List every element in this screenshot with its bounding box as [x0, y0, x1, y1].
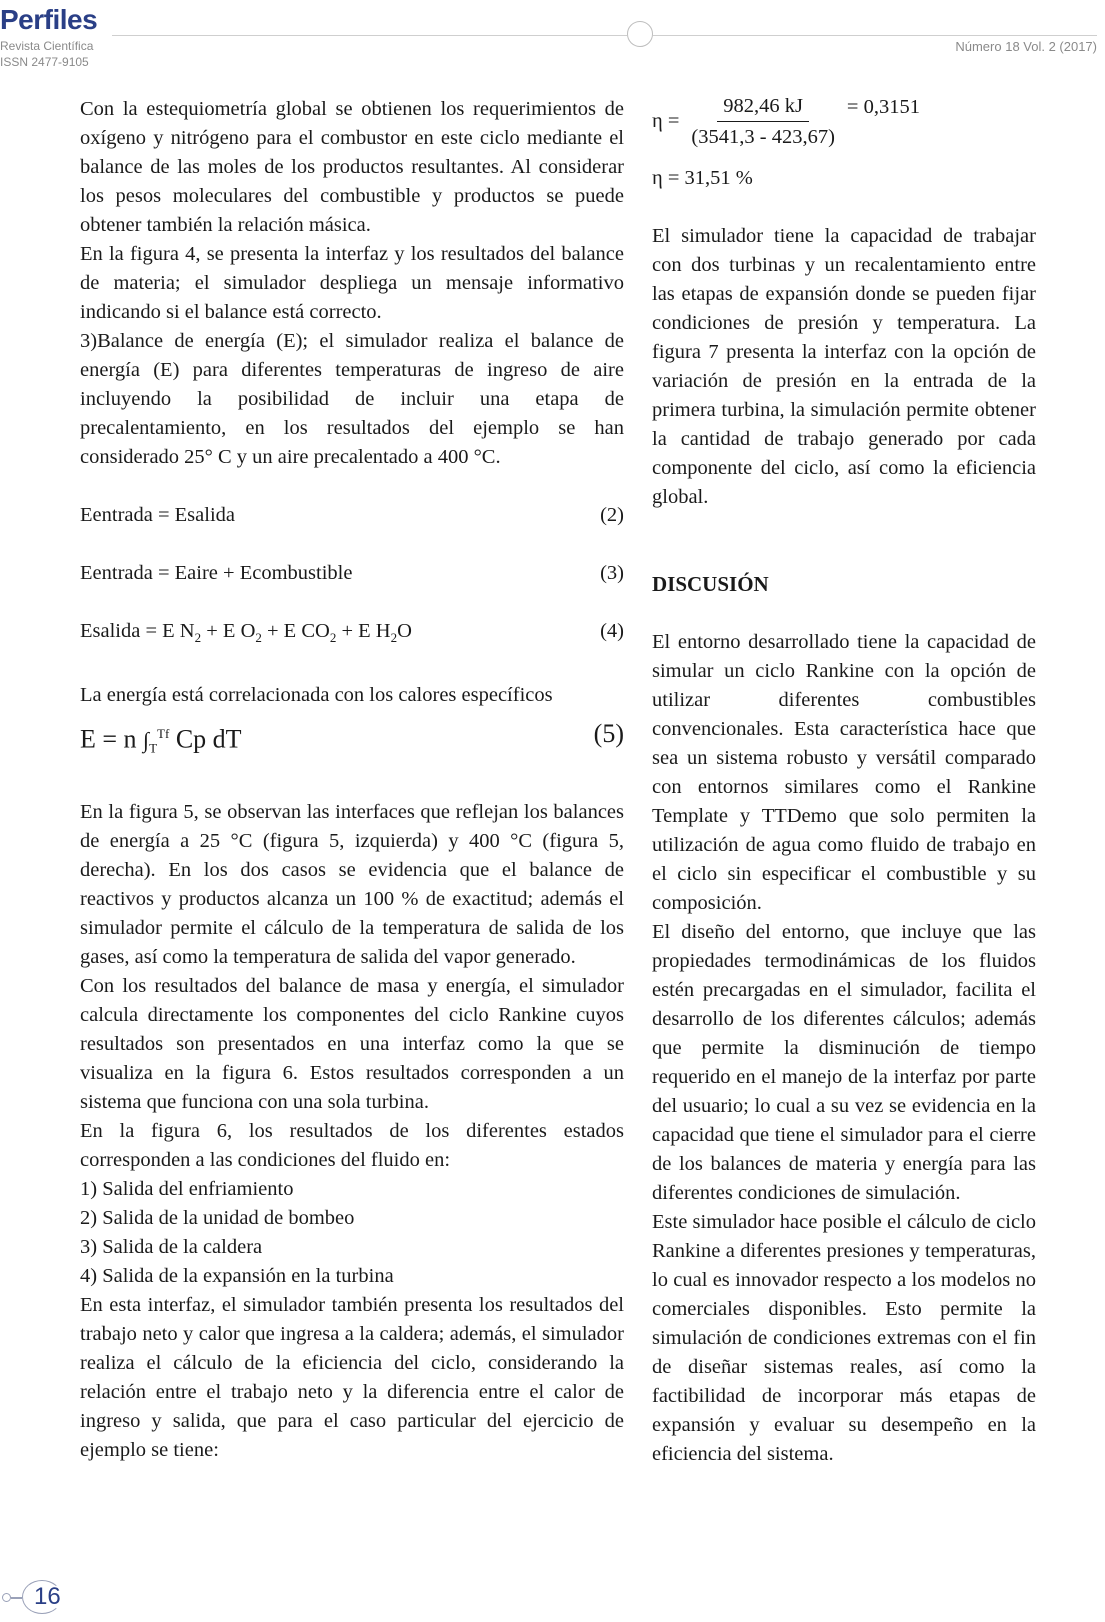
- equation-4: [80, 617, 624, 652]
- equation-text: Eentrada = Esalida: [80, 504, 235, 526]
- equation-number: (2): [600, 504, 624, 526]
- equation-3: [80, 559, 624, 588]
- list-item: 3) Salida de la caldera: [80, 1235, 263, 1258]
- journal-issn: ISSN 2477-9105: [0, 55, 89, 69]
- equation-number: (3): [600, 562, 624, 584]
- equation-number: (4): [600, 620, 624, 642]
- journal-logo: Perfiles: [0, 4, 98, 35]
- eta-symbol: η =: [652, 110, 680, 132]
- section-heading: DISCUSIÓN: [652, 572, 769, 596]
- page-number: 16: [34, 1583, 61, 1610]
- numerator: 982,46 kJ: [717, 91, 809, 122]
- issue-label: Número 18 Vol. 2 (2017): [955, 39, 1097, 54]
- paragraph: Con la estequiometría global se obtienen los requerimientos de oxígeno y nitrógeno para el combustor en este ciclo mediante el balance de las moles de los productos resultantes. Al considerar los pesos moleculares del combustible y productos se puede obtener también la relación másica.: [80, 98, 624, 236]
- header-circle-ornament: [627, 21, 653, 47]
- efficiency-percent: η = 31,51 %: [652, 167, 753, 189]
- journal-subtitle: Revista Científica: [0, 39, 94, 53]
- fraction: [685, 91, 840, 152]
- paragraph: En la figura 4, se presenta la interfaz y los resultados del balance de materia; el simulador despliega un mensaje informativo indicando si el balance está correcto.: [80, 243, 624, 323]
- paragraph: El simulador tiene la capacidad de trabajar con dos turbinas y un recalentamiento entre las etapas de expansión donde se pueden fijar condiciones de presión y temperatura. La figura 7 presenta la interfaz con la opción de variación de presión en la entrada de la primera turbina, la simulación permite obtener la cantidad de trabajo generado por cada componente del ciclo, así como la eficiencia global.: [652, 225, 1036, 508]
- equation-2: [80, 501, 624, 530]
- list-item: 1) Salida del enfriamiento: [80, 1177, 294, 1200]
- paragraph: La energía está correlacionada con los calores específicos: [80, 684, 553, 706]
- equation-text: Esalida = E $N_2 + E$ $O_2 + E$ $CO_2 + E$ $H_2O$: [80, 620, 412, 645]
- equation-5: [80, 714, 624, 769]
- left-column: [80, 95, 624, 1465]
- integral-sign: ∫: [143, 727, 150, 753]
- right-column: [652, 95, 1036, 1469]
- equation-text: E = n $\int_T^{Tf}$ Cp dT: [80, 724, 242, 756]
- paragraph: En la figura 5, se observan las interfaces que reflejan los balances de energía a 25 °C (figura 5, izquierda) y 400 °C (figura 5, derecha). En los dos casos se evidencia que el balance de reactivos y productos alcanza un 100 % de exactitud; además el simulador permite el cálculo de la temperatura de salida de los gases, así como la temperatura de salida del vapor generado.: [80, 800, 624, 968]
- denominator: (3541,3 - 423,67): [691, 126, 835, 148]
- equation-number: (5): [593, 719, 624, 748]
- paragraph: 3)Balance de energía (E); el simulador realiza el balance de energía (E) para diferentes temperaturas de ingreso de aire incluyendo la posibilidad de incluir una etapa de precalentamiento, en los resultados del ejemplo se han considerado 25° C y un aire precalentado a 400 °C.: [80, 330, 624, 468]
- paragraph: En esta interfaz, el simulador también presenta los resultados del trabajo neto y calor que ingresa a la caldera; además, el simulador realiza el cálculo de la eficiencia del ciclo, considerando la relación entre el trabajo neto y la diferencia entre el calor de ingreso y salida, que para el caso particular del ejercicio de ejemplo se tiene:: [80, 1293, 624, 1461]
- paragraph: Este simulador hace posible el cálculo de ciclo Rankine a diferentes presiones y temperaturas, lo cual es innovador respecto a los modelos no comerciales disponibles. Esto permite la simulación de condiciones extremas con el fin de diseñar sistemas reales, así como la factibilidad de incorporar más etapas de expansión y evaluar su desempeño en la eficiencia del sistema.: [652, 1211, 1036, 1465]
- list-item: 2) Salida de la unidad de bombeo: [80, 1206, 355, 1229]
- efficiency-equation: [652, 91, 1036, 152]
- paragraph: El entorno desarrollado tiene la capacidad de simular un ciclo Rankine con la opción de utilizar diferentes combustibles convencionales. Esta característica hace que sea un sistema robusto y versátil comparado con entornos similares como el Rankine Template y TTDemo que solo permiten la utilización de agua como fluido de trabajo en el ciclo sin especificar el combustible y su composición.: [652, 631, 1036, 914]
- paragraph: En la figura 6, los resultados de los diferentes estados corresponden a las condiciones del fluido en:: [80, 1119, 624, 1171]
- paragraph: Con los resultados del balance de masa y energía, el simulador calcula directamente los componentes del ciclo Rankine cuyos resultados son presentados en una interfaz como la que se visualiza en la figura 6. Estos resultados corresponden a un sistema que funciona con una sola turbina.: [80, 974, 624, 1113]
- header-rule-left: [112, 35, 627, 36]
- header-rule-right: [653, 35, 1097, 36]
- page-ornament-line: [11, 1597, 22, 1599]
- paragraph: El diseño del entorno, que incluye que las propiedades termodinámicas de los fluidos estén precargadas en el simulador, facilita el desarrollo de los diferentes cálculos; además que permite la disminución de tiempo requerido en el manejo de la interfaz por parte del usuario; lo cual a su vez se evidencia en la capacidad que tiene el simulador para el cierre de los balances de materia y energía para las diferentes condiciones de simulación.: [652, 921, 1036, 1204]
- equation-text: Eentrada = Eaire + Ecombustible: [80, 562, 353, 584]
- result: = 0,3151: [846, 96, 920, 118]
- page-ornament-dot: [2, 1593, 11, 1602]
- list-item: 4) Salida de la expansión en la turbina: [80, 1264, 394, 1287]
